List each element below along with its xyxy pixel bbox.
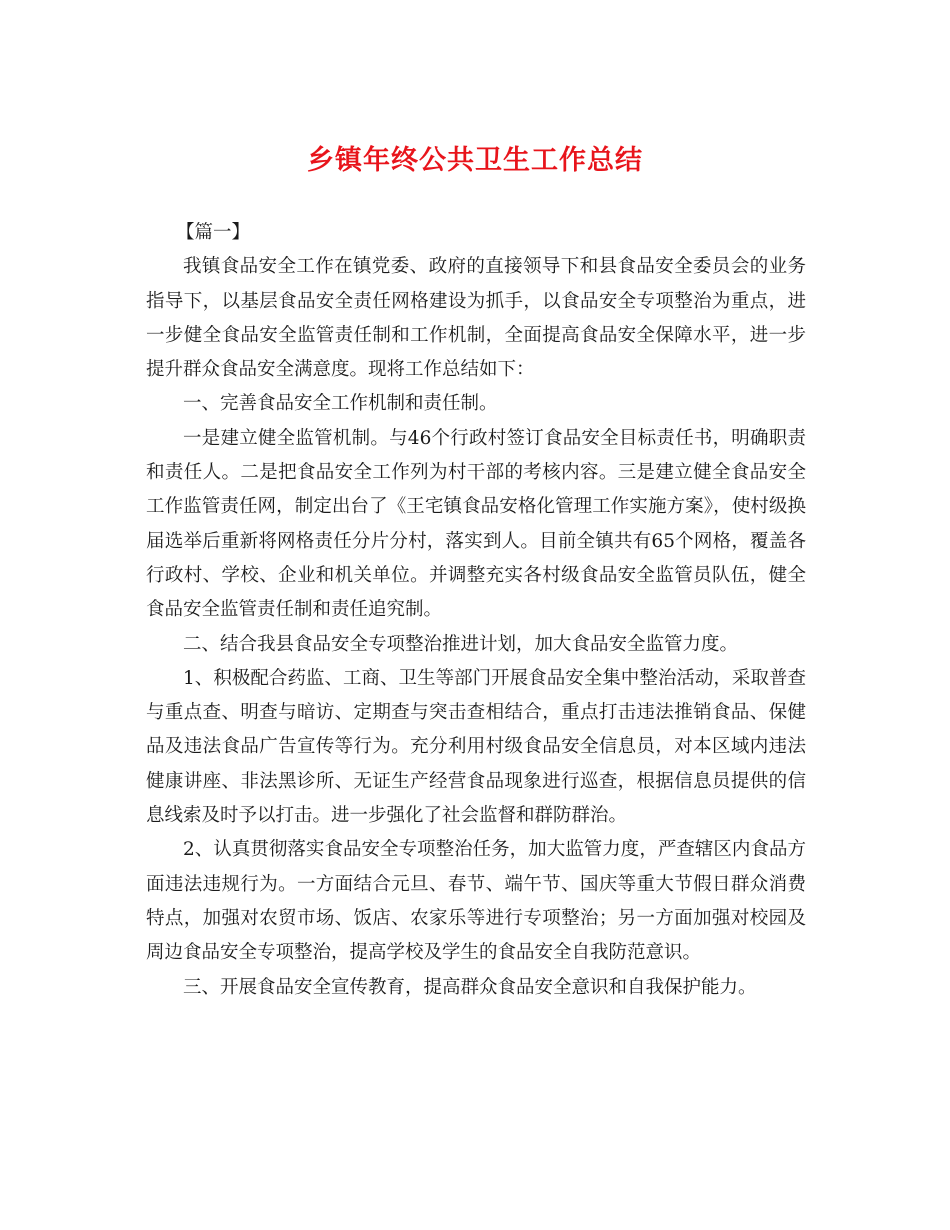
intro-paragraph: 我镇食品安全工作在镇党委、政府的直接领导下和县食品安全委员会的业务指导下，以基层食品安全责任网格建设为抓手，以食品安全专项整治为重点，进一步健全食品安全监管责任制和工作机制，全面提高食品安全保障水平，进一步提升群众食品安全满意度。现将工作总结如下： — [146, 256, 806, 381]
heading-three: 三、开展食品安全宣传教育，提高群众食品安全意识和自我保护能力。 — [183, 976, 757, 998]
section-label: 【篇一】 — [176, 222, 251, 243]
heading-two: 二、结合我县食品安全专项整治推进计划，加大食品安全监管力度。 — [183, 633, 739, 655]
paragraph-item-2: 2、认真贯彻落实食品安全专项整治任务，加大监管力度，严查辖区内食品方面违法违规行为。一方面结合元旦、春节、端午节、国庆等重大节假日群众消费特点，加强对农贸市场、饭店、农家乐等进行专项整治；另一方面加强对校园及周边食品安全专项整治，提高学校及学生的食品安全自我防范意识。 — [146, 839, 806, 964]
document-title: 乡镇年终公共卫生工作总结 — [307, 145, 643, 176]
document-body — [146, 216, 806, 1005]
paragraph-supervision-mechanism: 一是建立健全监管机制。与46个行政村签订食品安全目标责任书，明确职责和责任人。二是把食品安全工作列为村干部的考核内容。三是建立健全食品安全工作监管责任网，制定出台了《王宅镇食品安格化管理工作实施方案》，使村级换届选举后重新将网格责任分片分村，落实到人。目前全镇共有65个网格，覆盖各行政村、学校、企业和机关单位。并调整充实各村级食品安全监管员队伍，健全食品安全监管责任制和责任追究制。 — [146, 427, 806, 621]
heading-one: 一、完善食品安全工作机制和责任制。 — [183, 393, 498, 415]
paragraph-item-1: 1、积极配合药监、工商、卫生等部门开展食品安全集中整治活动，采取普查与重点查、明查与暗访、定期查与突击查相结合，重点打击违法推销食品、保健品及违法食品广告宣传等行为。充分利用村级食品安全信息员，对本区域内违法健康讲座、非法黑诊所、无证生产经营食品现象进行巡查，根据信息员提供的信息线索及时予以打击。进一步强化了社会监督和群防群治。 — [146, 667, 806, 827]
